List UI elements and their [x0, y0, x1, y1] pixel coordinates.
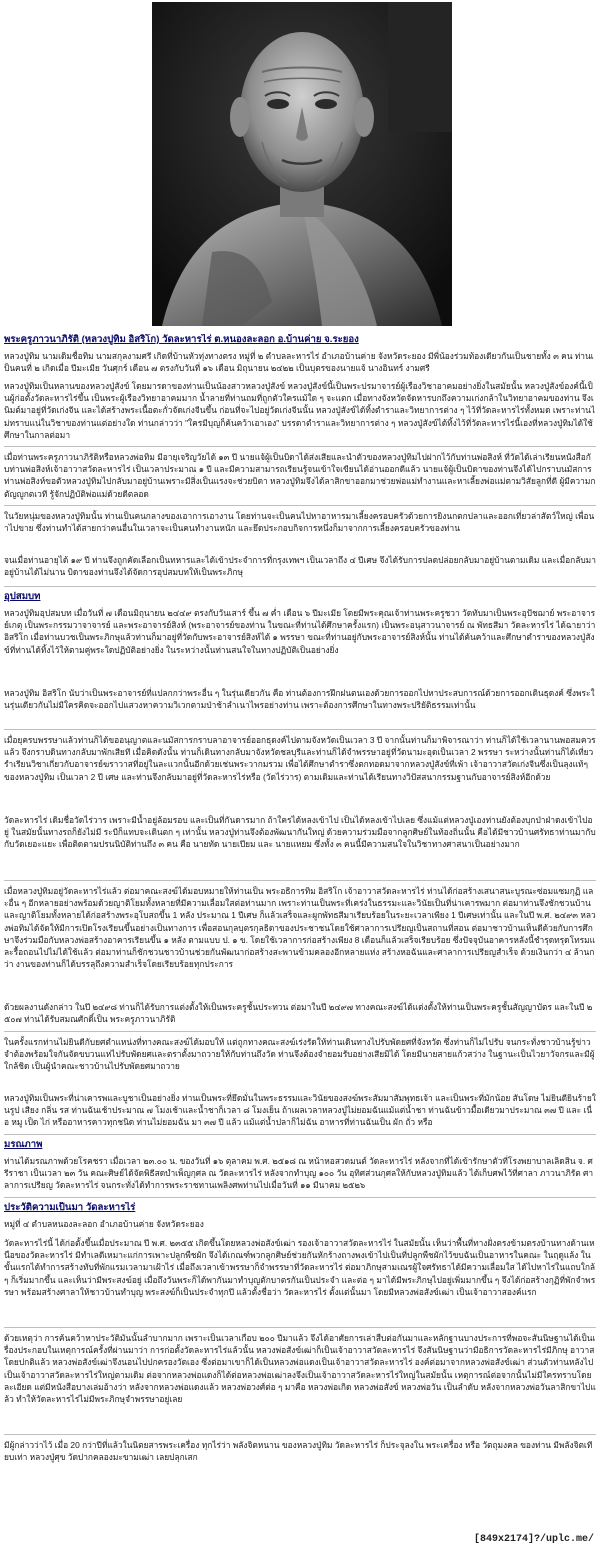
ordination-paragraph: หลวงปู่ทิมอุปสมบท เมื่อวันที่ ๗ เดือนมิถุนายน ๒๔๔๙ ตรงกับวันเสาร์ ขึ้น ๗ ค่ำ เดือน ๖ ปีมะเมีย โดยมีพระคุณเจ้าท่านพระครูชวา วัดทับมาเป็นพระอุปัชฌาย์ พระอาจารย์เกตุ เป็นพระกรรมวาจาจารย์ และพระอาจารย์สิงห์ (พระอาจารย์ของท่าน ในขณะที่ท่านได้ศึกษาครั้งแรก) เป็นพระอนุสาวนาจารย์ ณ พัทธสีมา วัดละหารไร่ ได้ฉายาว่า อิสริโก เมื่อท่านบวชเป็นพระภิกษุแล้วท่านก็มาอยู่ที่วัดกับพระอาจารย์สิงห์ได้ ๑ พรรษา ขณะที่ท่านอยู่กับพระอาจารย์สิงห์นั้น ท่านได้ค้นคว้าและศึกษาตำราของหลวงปู่สังข์ที่ท่านได้ทิ้งไว้ให้ตามคู่พระใดปฏิบัติอย่างยิ่ง ในระหว่างนั้นท่านสนใจในทางปฏิบัติเป็นอย่างยิ่ง [4, 608, 596, 655]
history-paragraph: ด้วยเหตุว่า การค้นคว้าหาประวัติมันนั้นลำบากมาก เพราะเป็นเวลาเกือบ ๒๐๐ ปีมาแล้ว จึงได้อาศัยการเล่าสืบต่อกันมาและหลักฐานบางประการที่พอจะสันนิษฐานได้เป็นเรื่องประกอบในเหตุการณ์ครั้งที่ผ่านมาว่า การก่อตั้งวัดละหารไร่แล้วนั้น หลวงพ่อสังข์เฒ่าก็เป็นเจ้าอาวาสวัดละหารไร่ จึงสันนิษฐานว่ามีอธิการวัดละหารไร่มีภิกษุ อาวาสโดยปกติแล้ว หลวงพ่อสังข์เฒ่าจึงนอนไปปกครองวัดเอง ซึ่งต่อมาเขาก็ได้เป็นหลวงพ่อแดงเป็นเจ้าอาวาสวัดละหารไร่ องค์ต่อมาจากหลวงพ่อสังข์เฒ่า ส่วนตัวท่านหลังไปเป็นเจ้าอาวาสวัดละหารไร่ใหญ่ตามเดิม ต่อจากหลวงพ่อแดงก็ได้ต่อหลวงพ่อเฒ่าลงจึงเป็นเจ้าอาวาสวัดละหารไร่ใหญ่ในสมัยนั้น เหตุการณ์ต่อจากนั้นไม่มีใครทราบโดยละเอียด แต่มีหนังสือบางเล่มอ้างว่า หลังจากหลวงพ่อแดงแล้ว หลวงพ่อวงศ์ต่อ ๆ มาคือ หลวงพ่อเกิด หลวงพ่อสังข์ หลวงพ่อวัน เป็นลำดับ หลังจากหลวงพ่อวันลาสิกขาไปแล้ว ทำให้วัดละหารไร่ไม่มีพระภิกษุจำพรรษาอยู่เลย [4, 1333, 596, 1405]
divider [4, 1031, 596, 1032]
intro-paragraph: หลวงปู่ทิมเป็นหลานของหลวงปู่สังข์ โดยมารดาของท่านเป็นน้องสาวหลวงปู่สังข์ หลวงปู่สังข์นี้เป็นพระปรมาจารย์ผู้เรืองวิชาอาคมอย่างยิ่งในสมัยนั้น หลวงปู่สังข์องค์นี้เป็นผู้ก่อตั้งวัดละหารไร่ขึ้น เป็นพระผู้เรืองวิทยาอาคมมาก น้ำลายที่ท่านถมที่ถูกตัวใครแม้ใด ๆ จะแตก เมื่อทางจังหวัดจัดหารบกถึงความเก่งกล้าในวิทยาอาคมของท่าน จึงเนิมต์มาอยู่ที่วัดเก่งจีน และได้สร้างพระเนื้อตะกั่วจัดเก่งจีนขึ้น ก่อนที่จะไปอยู่วัดเก่งจีนนั้น หลวงปู่สังข์ได้ทิ้งตำราและวิทยาการต่าง ๆ ไว้ที่วัดละหารไร่ทั้งหมด เพราะท่านไม่ทราบแน่ในวิชาของท่านแต่อย่างใด ท่านกล่าวว่า "ใครมีบุญก็ค้นคว้าเอาเอง" บรรดาตำราและวิทยาการต่าง ๆ หลวงปู่สังข์ได้ทิ้งไว้ที่วัดละหารไร่นี้เองที่หลวงปู่ทิมได้ใช้ศึกษาในกาลต่อมา [4, 381, 596, 440]
divider [4, 1197, 596, 1198]
history-paragraph: วัดละหารไร่นี้ ได้ก่อตั้งขึ้นเมื่อประมาณ ปี พ.ศ. ๒๓๕๕ เกิดขึ้นโดยหลวงพ่อสังข์เฒ่า รองเจ้าอาวาสวัดละหารไร่ ในสมัยนั้น เห็นว่าพื้นที่ทางฝั่งตรงข้ามตรงบ้านทางด้านเหนือของวัดละหารไร่ มีทำเลดีเหมาะแก่การเพาะปลูกพืชผัก จึงได้เกณฑ์พวกลูกศิษย์ช่วยกันหักร้างถางพงเข้าไปเป็นที่ปลูกพืชผักไว้ขบฉันเป็นอาหารในคณะ ในฤดูแล้ง ในขั้นแรกได้ทำการสร้างทับที่พักแรมเวลามาเฝ้าไร่ เมื่อถึงเวลาเข้าพรรษาก็จำพรรษาที่วัดละหารไร่ ต่อมาภิกษุสามเณรผู้ใจศรัทธาได้มีความเลื่อมใส ได้ไปหาไร่ในแถบใกล้ ๆ ก็เริ่มมากขึ้น และเห็นว่ามีพระสงฆ์อยู่ เมื่อถึงวันพระก็ได้พากันมาทำบุญตักบาตรกันเป็นประจำ และต่อ ๆ มาได้มีพระภิกษุไปอยู่เพิ่มมากขึ้น ๆ จึงได้ก่อสร้างกุฏิที่พักจำพรรษา พร้อมสร้างศาลาให้ชาวบ้านทำบุญ พระสงฆ์ก็เป็นประจำทุกปี แล้วตั้งชื่อว่า วัดละหารไร่ ตั้งแต่นั้นมา โดยมีหลวงพ่อสังข์เฒ่า เป็นเจ้าอาวาสองค์แรก [4, 1238, 596, 1297]
divider [4, 446, 596, 447]
divider [4, 729, 596, 730]
death-paragraph: ท่านได้มรณภาพด้วยโรคชรา เมื่อเวลา ๒๓.๐๐ น. ของวันที่ ๑๖ ตุลาคม พ.ศ. ๒๕๑๘ ณ หน้าหอสวดมนต์ วัดละหารไร่ หลังจากที่ได้เข้ารักษาตัวที่โรงพยาบาลเลิดสิน จ. ศรีราชา เป็นเวลา ๒๓ วัน คณะศิษย์ได้จัดพิธีสดบำเพ็ญกุศล ณ วัดละหารไร่ หลังจากทำบุญ ๑๐๐ วัน อุทิศส่วนกุศลให้กับหลวงปู่ทิมแล้ว ได้เก็บศพไว้ที่ศาลา ภาวนาภิรัต ศาลาการเปรียญ วัดละหารไร่ จนกระทั่งได้ทำการพระราชทานเพลิงศพท่านไปเมื่อวันที่ ๑๑ มีนาคม ๒๕๒๖ [4, 1156, 594, 1191]
intro-paragraph: จนเมื่อท่านอายุได้ ๑๙ ปี ท่านจึงถูกคัดเลือกเป็นทหารและได้เข้าประจำการที่กรุงเทพฯ เป็นเวลาถึง ๔ ปีเศษ จึงได้รับการปลดปล่อยกลับมาอยู่บ้านตามเดิม และเมื่อกลับมาอยู่บ้านได้ไม่นาน บิดาของท่านจึงได้จัดการอุปสมบทให้เป็นพระภิกษุ [4, 555, 596, 578]
image-size-watermark: [849x2174]?/uplc.me/ [473, 1534, 594, 1545]
ordination-paragraph: หลวงปู่ทิมเป็นพระที่น่าเคารพและบูชาเป็นอย่างยิ่ง ท่านเป็นพระที่ยึดมั่นในพระธรรมและวินัยของสงฆ์พระสัมมาสัมพุทธเจ้า และเป็นพระที่มักน้อย สันโดษ ไม่ยินดียินร้ายในรูป เสียง กลิ่น รส ท่านฉันเช้าประมาณ ๗ โมงเช้าและน้ำชาก็เวลา ๘ โมงเย็น ถ้าเผลเวลาหลวงปู่ไม่ยอมฉันแม้แต่น้ำชา ท่านฉันข้าวมื้อเดียวมาประมาณ ๓๗ ปี และ เนื่อ หมู เป็ด ไก่ หรืออาหารคาวทุกชนิด ท่านไม่ยอมฉัน มา ๓๗ ปี แล้ว แม้แต่น้ำปลาก็ไม่ฉัน อาหารที่ท่านฉันเป็น ผัก ถั่ว หรือ [4, 1093, 596, 1128]
ordination-paragraph: ในครั้งแรกท่านไม่ยินดีกับยศตำแหน่งที่ทางคณะสงฆ์ได้มอบให้ แต่ถูกทางคณะสงฆ์เร่งรัดให้ท่านเดินทางไปรับพัดยศที่จังหวัด ซึ่งท่านก็ไม่ไปรับ จนกระทั่งชาวบ้านรู้ข่าว จำต้องพร้อมใจกันจัดขบวนแห่ไปรับพัดยศและตราตั้งมาถวายให้กับท่านถึงวัด ท่านจึงต้องจำยอมรับอย่างเสียมิได้ โดยมีนายสายแก้วสว่าง ในฐานะเป็นไวยาวัจกรและมีผู้ใกล้ชิด เป็นผู้นำคณะชาวบ้านไปรับพัดยศมาถวาย [4, 1037, 595, 1072]
history-paragraph: มีผู้กล่าวว่าไว้ เมื่อ 20 กว่าปีที่แล้วในนิตยสารพระเครื่อง ทุกไร่ว่า พลังจิตหนาน ของหลวงปู่ทิม วัดละหารไร่ ก็ประจุลงใน พระเครื่อง หรือ วัตถุมงคล ของท่าน มีพลังจิตเทียบเท่า หลวงปู่ศุข วัดปากคลองมะขามเฒ่า เลยปลุกเสก [4, 1440, 593, 1463]
ordination-paragraph: หลวงปู่ทิม อิสริโก นับว่าเป็นพระอาจารย์ที่แปลกกว่าพระอื่น ๆ ในรุ่นเดียวกัน คือ ท่านต้องการฝึกฝนตนเองด้วยการออกไปหาประสบการณ์ด้วยการออกเดินธุดงค์ ซึ่งพระในรุ่นเดียวกันไม่มีใครคิดจะออกไปแสวงหาความวิเวกตามป่าช้าลำเนาไพรอย่างท่าน เพราะต้องการศึกษาในทางพระปริยัติธรรมเท่านั้น [4, 688, 595, 711]
monk-portrait-icon [152, 2, 452, 326]
article-title: พระครูภาวนาภิรัติ (หลวงปูทิม อิสริโก) วัดละหารไร่ ต.หนองละลอก อ.บ้านค่าย จ.ระยอง [4, 334, 359, 345]
portrait-photo [152, 2, 452, 326]
divider [4, 505, 596, 506]
divider [4, 1327, 596, 1328]
section-heading-death: มรณภาพ [4, 1139, 43, 1150]
article-body [4, 334, 596, 1465]
ordination-paragraph: ด้วยผลงานดังกล่าว ในปี ๒๔๙๘ ท่านก็ได้รับการแต่งตั้งให้เป็นพระครูชั้นประทวน ต่อมาในปี ๒๔๙๗ ทางคณะสงฆ์ได้แต่งตั้งให้ท่านเป็นพระครูชั้นสัญญาบัตร และในปี ๒๕๐๗ ท่านได้รับสมณศักดิ์เป็น พระครูภาวนาภิรัติ [4, 1002, 593, 1025]
intro-paragraph: หลวงปู่ทิม นามเดิมชื่อทิม นามสกุลงามศรี เกิดที่บ้านหัวทุ่งทางตรง หมู่ที่ ๒ ตำบลละหารไร่ อำเภอบ้านค่าย จังหวัดระยอง มีพี่น้องร่วมท้องเดียวกันเป็นชายทั้ง ๓ คน ท่านเป็นคนที่ ๒ เกิดเมื่อ ปีมะเมีย วันศุกร์ เดือน ๗ ตรงกับวันที่ ๑๖ เดือน มิถุนายน ๒๔๒๒ เป็นบุตรของนายแจ้ นางอินทร์ งามศรี [4, 351, 594, 374]
history-paragraph: หมู่ที่ ๔ ตำบลหนองละลอก อำเภอบ้านค่าย จังหวัดระยอง [4, 1219, 204, 1229]
divider [4, 586, 596, 587]
section-heading-history: ประวัติความเป็นมา วัดละหารไร่ [4, 1202, 136, 1213]
ordination-paragraph: เมื่อหลวงปู่ทิมอยู่วัดละหารไร่แล้ว ต่อมาคณะสงฆ์ได้มอบหมายให้ท่านเป็น พระอธิการทิม อิสริโก เจ้าอาวาสวัดละหารไร่ ท่านได้ก่อสร้างเสนาสนะบูรณะซ่อมแซมกุฏิ และอื่น ๆ อีกหลายอย่างพร้อมด้วยญาติโยมทั้งหลายที่มีความเลื่อมใสต่อท่านมาก เพราะท่านเป็นพระที่เคร่งในธรรมะและวินัยเป็นที่น่าเคารพมาก ต่อมาท่านจึงชักชวนบ้านและญาติโยมทั้งหลายได้ก่อสร้างพระอุโบสถขึ้น 1 หลัง ประมาณ 1 ปีเศษ ก็แล้วเสร็จและผูกพัทธสีมาเรียบร้อยในระยะเวลาเพียง 1 ปีเศษเท่านั้น และในปี พ.ศ. ๒๔๙๓ หลวงพ่อทิมได้จัดให้มีการเปิดโรงเรียนขึ้นอย่างเป็นทางการ เพื่อสอนกุลบุตรกุลธิดาของประชาชนโดยใช้ศาลาการเปรียญเป็นสถานที่สอน ต่อมาชาวบ้านเห็นดีด้วยกับการศึกษาจึงร่วมมือกับหลวงพ่อสร้างอาคารเรียนขึ้น ๑ หลัง ตามแบบ ป. ๑ ข. โดยใช้เวลาการก่อสร้างเพียง 8 เดือนก็แล้วเสร็จเรียบร้อย ซึ่งปัจจุบันอาคารหลังนี้ชำรุดทรุดโทรมและรื้อถอนไปไม่ได้ใช้แล้ว ต่อมาท่านก็ชักชวนชาวบ้านช่วยกันพัฒนาก่อสร้างสะพานข้ามคลองอีกหลายแห่ง สร้างหอฉันและศาลาการเปรียญสำเร็จ ด้วยเงินกว่า ๔ ล้านกว่า งานของท่านก็ได้บรรลุถึงความสำเร็จโดยเรียบร้อยทุกประการ [4, 886, 596, 970]
divider [4, 880, 596, 881]
divider [4, 1134, 596, 1135]
ordination-paragraph: วัดละหารไร่ เดิมชื่อวัดไร่วาร เพราะมีน้ำอยู่ล้อมรอบ และเป็นที่กันดารมาก ถ้าใครได้หลงเข้าไป เป็นได้หลงเข้าไปเลย ซึ่งแม้แต่หลวงปู่เองท่านยังต้องบุกป่าฝ่าดงเข้าไปอยู่ ในสมัยนั้นทางรถก็ยังไม่มี ระบีก็แทบจะเดินตก ๆ เท่านั้น หลวงปู่ท่านจึงต้องพัฒนากันใหญ่ ด้วยความร่วมมือจากลูกศิษย์ในท้องถิ่นนั้น คือได้มีชาวบ้านศรัทธาท่านมากับกับวัดเยอะแยะ เพื่อติดตามปรนนิบัติท่านถึง ๓ คน คือ นายทัด นายเปียม และ นายแหยม ซึ่งทั้ง ๓ คนนี้มีความสนใจในวิชาทางศาสนาเป็นอย่างมาก [4, 815, 596, 850]
intro-paragraph: ในวัยหนุ่มของหลวงปู่ทิมนั้น ท่านเป็นคนกลางของเอาการเอางาน โดยท่านจะเป็นคนไปหาอาหารมาเลี้ยงครอบครัวด้วยการยิงนกตกปลาและออกเที่ยวล่าสัตว์ใหญ่ เพื่อนำไปขาย ซึ่งท่านทำได้สายกว่าคนอื่นในเวลาจะเป็นคนทำงานหนัก และยึดประกอบกิจการหนึ่งก็มาจากการเลี้ยงครอบครัวของท่าน [4, 511, 595, 534]
ordination-paragraph: เมื่อยุครบพรรษาแล้วท่านก็ได้ขออนุญาตและนมัสการกราบลาอาจารย์ออกธุดงค์ไปตามจังหวัดเป็นเวลา 3 ปี จากนั้นท่านก็มาพิจารณาว่า ท่านก็ได้ใช้เวลานานพอสมควรแล้ว จึงกราบดินทางกลับมาพักเสียที เมื่อคิดดังนั้น ท่านก็เดินทางกลับมาจังหวัดชลบุรีและท่านก็ได้จำพรรษาอยู่ที่วัดนามะอุดเป็นเวลา 2 พรรษา ระหว่างนั้นท่านก็ได้เที่ยวรำเรียนวิชาเกี่ยวกับอาจารย์ฆราวาสที่อยู่ในละแวกนั้นอีกด้วยเช่นพระวากมรวม เพื่อได้ศึกษาตำราซึ่งตกทอดมาจากหลวงปู่สังข์ที่เพ้า เจ้าอาวาสวัดเก่งจีนซึ่งเป็นลุงแท้ๆ ของหลวงปู่ทิม เป็นเวลา 2 ปี เศษ และท่านจึงกลับมาอยู่ที่วัดละหารไร่หรือ (วัดไร่วาร) ตามเดิมและท่านได้เรียนทางวิปัสสนากรรมฐานกับอาจารย์สิงห์อีกด้วย [4, 735, 596, 782]
section-heading-ordination: อุปสมบท [4, 591, 41, 602]
divider [4, 1434, 596, 1435]
intro-paragraph: เมื่อท่านพระครูภาวนาภิรัติหรือหลวงพ่อทิม มีอายุเจริญวัยได้ ๑๓ ปี นายแจ้ผู้เป็นบิดาได้ส่งเสียและนำตัวของหลวงปู่ทิมไปฝากไว้กับท่านพ่อสิงห์ ที่วัดได้เล่าเรียนหนังสือกับท่านพ่อสิงห์เจ้าอาวาสวัดละหารไร่ เป็นเวลาประมาณ ๑ ปี และมีความสามารถเรียนรู้จนเข้าใจเขียนได้อ่านออกดีแล้ว นายแจ้ผู้เป็นบิดาของท่านจึงได้ไปกราบนมัสการท่านพ่อสิงห์ขอตัวหลวงปู่ทิมไปกลับมาอยู่บ้านเพราะมีสิ่งเป็นแรงจะช่วยบิดา หลวงปู่ทิมจึงได้ลาสิกขาออกมาช่วยพ่อแม่ทำงานและหาเลี้ยงพ่อแม่ตามวิสัยลูกที่ดี ผู้มีความกตัญญูกตเวที รู้จักปฏิบัติพ่อแม่ด้วยดีตลอด [4, 452, 596, 499]
